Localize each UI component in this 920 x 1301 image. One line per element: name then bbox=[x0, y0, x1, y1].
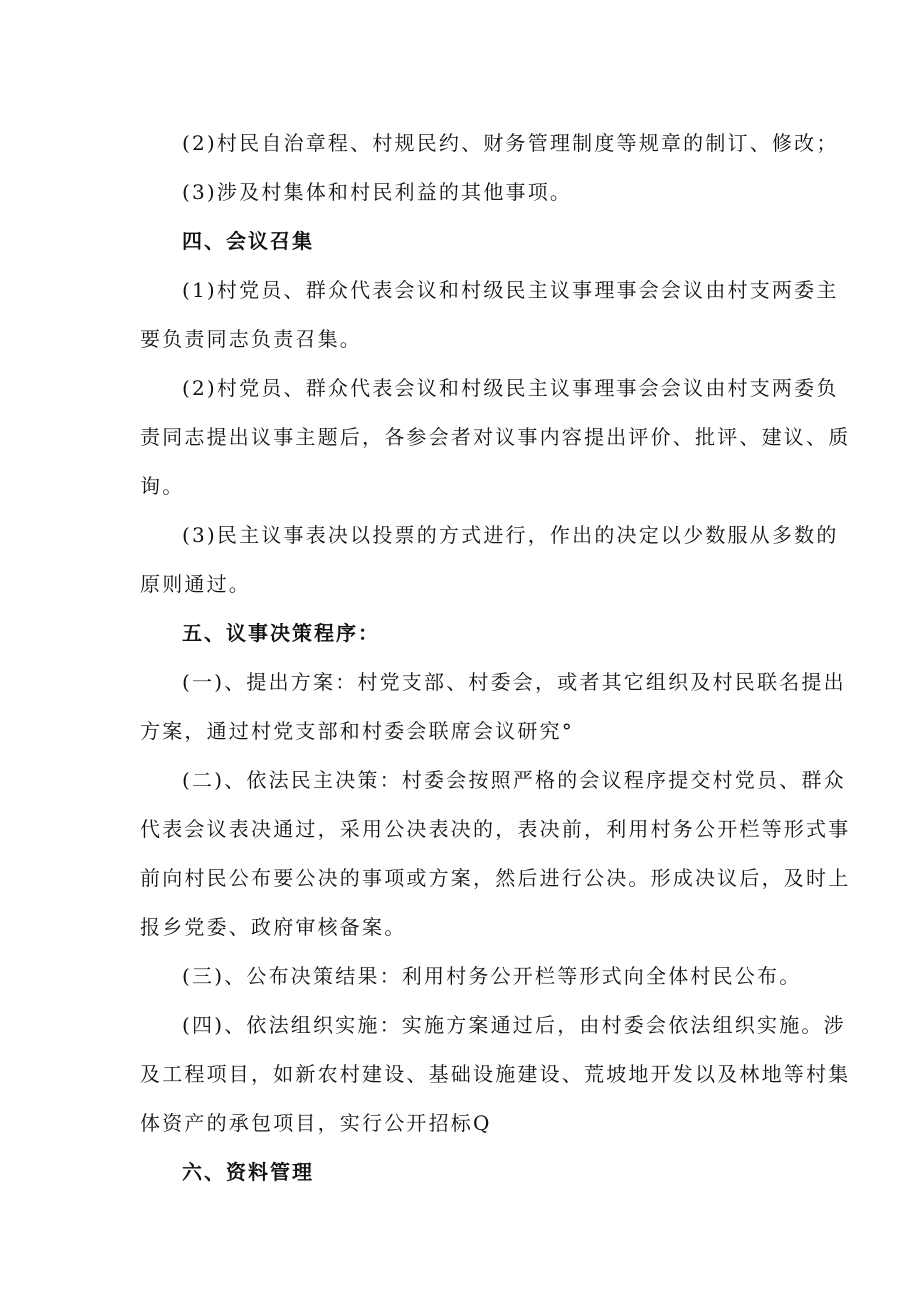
paragraph-line: (3)涉及村集体和村民利益的其他事项。 bbox=[182, 180, 573, 204]
paragraph-line: (3)民主议事表决以投票的方式进行，作出的决定以少数服从多数的 bbox=[182, 523, 839, 547]
paragraph-line: 体资产的承包项目，实行公开招标Q bbox=[140, 1111, 492, 1135]
paragraph-line: 原则通过。 bbox=[140, 572, 251, 596]
paragraph-line: 要负责同志负责召集。 bbox=[140, 327, 362, 351]
paragraph-line: (三)、公布决策结果：利用村务公开栏等形式向全体村民公布。 bbox=[182, 964, 802, 988]
paragraph-line: (四)、依法组织实施：实施方案通过后，由村委会依法组织实施。涉 bbox=[182, 1013, 846, 1037]
paragraph-line: (一)、提出方案：村党支部、村委会，或者其它组织及村民联名提出 bbox=[182, 670, 846, 694]
paragraph-line: 询。 bbox=[140, 474, 185, 498]
section-heading: 六、资料管理 bbox=[182, 1160, 314, 1184]
paragraph-line: 责同志提出议事主题后，各参会者对议事内容提出评价、批评、建议、质 bbox=[140, 425, 851, 449]
paragraph-line: 前向村民公布要公决的事项或方案，然后进行公决。形成决议后，及时上 bbox=[140, 866, 851, 890]
paragraph-line: 代表会议表决通过，采用公决表决的，表决前，利用村务公开栏等形式事 bbox=[140, 817, 851, 841]
section-heading: 四、会议召集 bbox=[182, 229, 314, 253]
paragraph-line: (二)、依法民主决策：村委会按照严格的会议程序提交村党员、群众 bbox=[182, 768, 846, 792]
paragraph-line: 报乡党委、政府审核备案。 bbox=[140, 915, 407, 939]
paragraph-line: (1)村党员、群众代表会议和村级民主议事理事会会议由村支两委主 bbox=[182, 278, 839, 302]
paragraph-line: (2)村民自治章程、村规民约、财务管理制度等规章的制订、修改； bbox=[182, 131, 839, 155]
section-heading: 五、议事决策程序： bbox=[182, 621, 380, 645]
paragraph-line: 方案，通过村党支部和村委会联席会议研究° bbox=[140, 719, 574, 743]
paragraph-line: (2)村党员、群众代表会议和村级民主议事理事会会议由村支两委负 bbox=[182, 376, 839, 400]
paragraph-line: 及工程项目，如新农村建设、基础设施建设、荒坡地开发以及林地等村集 bbox=[140, 1062, 851, 1086]
